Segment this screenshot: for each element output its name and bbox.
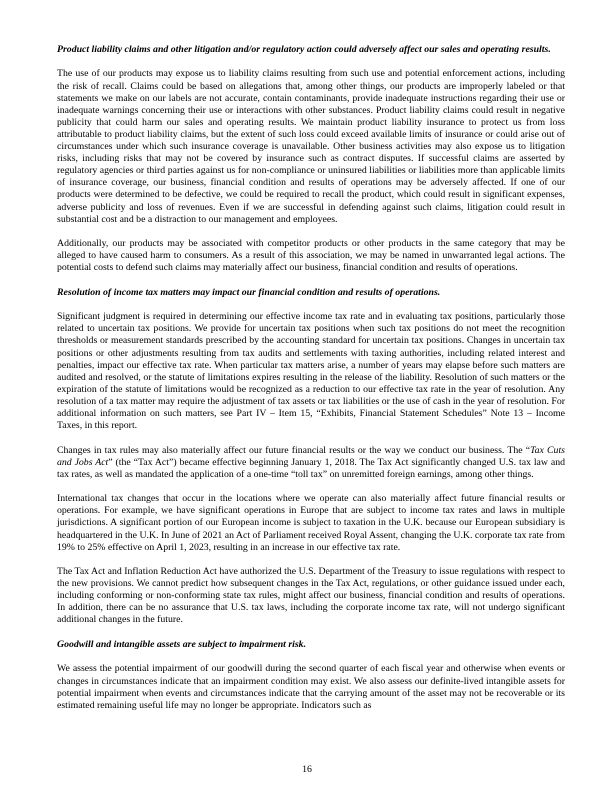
tax-cuts-jobs-act-italic: Tax Cuts and Jobs Act [57, 444, 565, 468]
page-number: 16 [302, 764, 312, 775]
heading-goodwill-impairment-risk: Goodwill and intangible assets are subject to impairment risk. [57, 638, 307, 650]
paragraph-international-tax: International tax changes that occur in the locations where we operate can also materially affect future financial results or operations. For example, we have significant operations in Europe that are subject to income tax rates and laws in multiple jurisdictions. A significant portion of our European income is subject to taxation in the U.K. because our European subsidiary is headquartered in the U.K. In June of 2021 an Act of Parliament received Royal Assent, changing the U.K. corporate tax rate from 19% to 25% effective on April 1, 2023, resulting in an increase in our effective tax rate. [57, 493, 565, 553]
paragraph-competitor-association: Additionally, our products may be associated with competitor products or other products in the same category that may be alleged to have caused harm to consumers. As a result of this association, we may be named in unwarranted legal actions. The potential costs to defend such claims may materially affect our business, financial condition and results of operations. [57, 238, 565, 274]
heading-income-tax-risk: Resolution of income tax matters may impact our financial condition and results of operations. [57, 286, 441, 298]
paragraph-tax-rules-rest: ” (the “Tax Act”) became effective beginning January 1, 2018. The Tax Act significantly changed U.S. tax law and tax rates, as well as mandated the application of a one-time “toll tax” on unremitted foreign earnings, among other things. [57, 456, 565, 480]
paragraph-product-liability: The use of our products may expose us to liability claims resulting from such use and potential enforcement actions, including the risk of recall. Claims could be based on allegations that, among other things, our products are improperly labeled or that statements we make on our labels are not accurate, contain contaminants, provide inadequate instructions regarding their use or inadequate warnings concerning their use or interactions with other substances. Product liability claims could result in negative publicity that could harm our sales and operating results. We maintain product liability insurance to protect us from loss attributable to product liability claims, but the extent of such loss could exceed available limits of insurance or could arise out of circumstances under which such insurance coverage is unavailable. Other business activities may also expose us to litigation risks, including risks that may not be covered by insurance such as contract disputes. If successful claims are asserted by regulatory agencies or third parties against us for non-compliance or uninsured liabilities or liabilities more than applicable limits of insurance coverage, our business, financial condition and results of operations may be adversely affected. If one of our products were determined to be defective, we could be required to recall the product, which could result in significant expenses, adverse publicity and loss of revenues. Even if we are successful in defending against such claims, litigation could result in substantial cost and be a distraction to our management and employees. [57, 68, 565, 225]
paragraph-tax-judgment: Significant judgment is required in determining our effective income tax rate and in evaluating tax positions, particularly those related to uncertain tax positions. We provide for uncertain tax positions when such tax positions do not meet the recognition thresholds or measurement standards prescribed by the accounting standard for uncertain tax positions. Changes in uncertain tax positions or other adjustments resulting from tax audits and settlements with taxing authorities, including related interest and penalties, impact our effective tax rate. When particular tax matters arise, a number of years may elapse before such matters are audited and resolved, or the statute of limitations expires resulting in the release of the liability. Resolution of such matters or the expiration of the statute of limitations would be recognized as a reduction to our effective tax rate in the year of resolution. Any resolution of a tax matter may require the adjustment of tax assets or tax liabilities or the use of cash in the year of resolution. For additional information on such matters, see Part IV – Item 15, “Exhibits, Financial Statement Schedules” Note 13 – Income Taxes, in this report. [57, 311, 565, 432]
heading-product-liability-risk: Product liability claims and other litigation and/or regulatory action could adversely affect our sales and operating results. [57, 44, 551, 55]
paragraph-goodwill-impairment: We assess the potential impairment of our goodwill during the second quarter of each fiscal year and otherwise when events or changes in circumstances indicate that an impairment condition may exist. We also assess our definite-lived intangible assets for potential impairment when events and circumstances indicate that the carrying amount of the asset may not be recoverable or its estimated remaining useful life may no longer be appropriate. Indicators such as [57, 663, 565, 711]
paragraph-tax-rules-lead: Changes in tax rules may also materially affect our future financial results or the way we conduct our business. The “ [57, 444, 531, 456]
paragraph-tax-act-inflation-reduction: The Tax Act and Inflation Reduction Act have authorized the U.S. Department of the Treasury to issue regulations with respect to the new provisions. We cannot predict how subsequent changes in the Tax Act, regulations, or other guidance issued under each, including conforming or non-conforming state tax rules, might affect our business, financial condition and results of operations. In addition, there can be no assurance that U.S. tax laws, including the corporate income tax rate, will not undergo significant additional changes in the future. [57, 566, 565, 626]
paragraph-tax-rules [57, 445, 565, 481]
